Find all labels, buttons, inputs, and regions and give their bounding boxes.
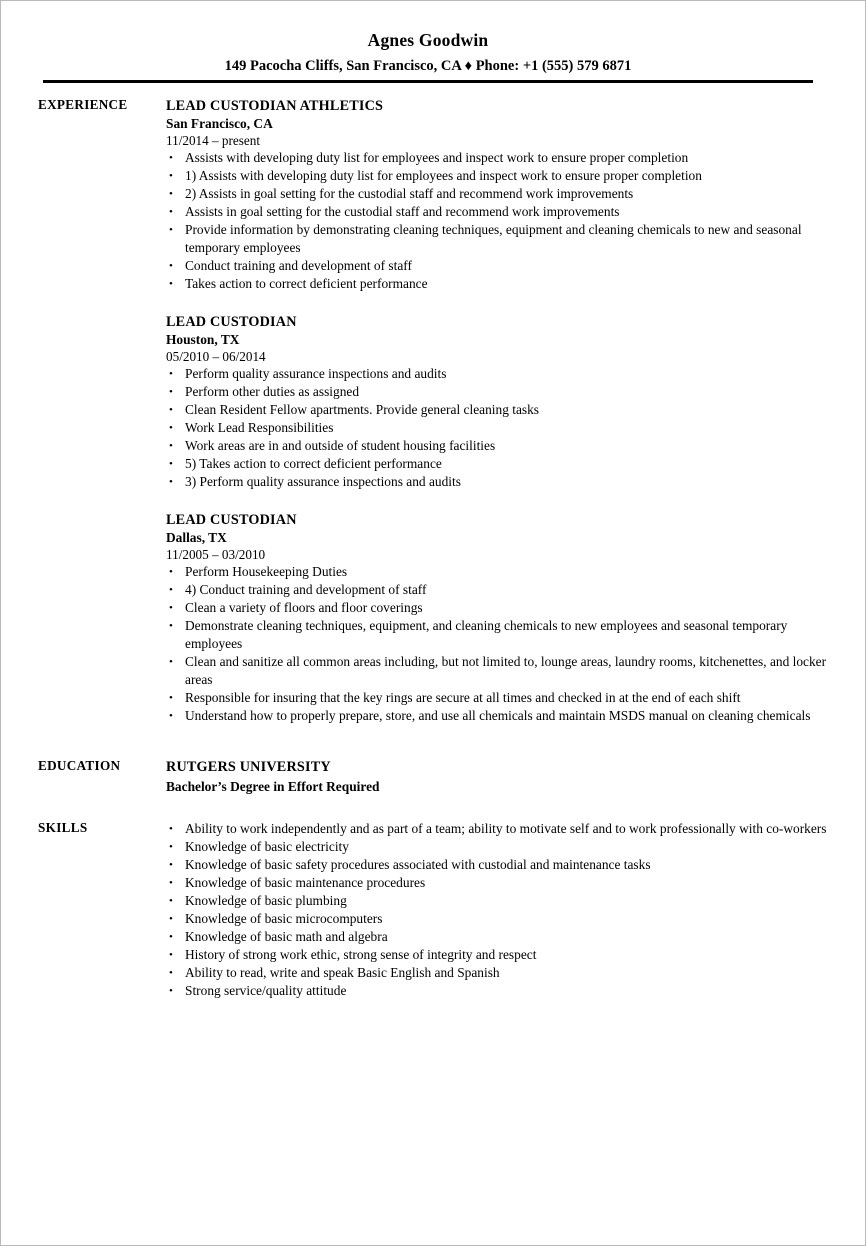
job-dates: 11/2005 – 03/2010 xyxy=(166,547,266,562)
bullet-item: • Ability to read, write and speak Basic English and Spanish xyxy=(166,964,847,982)
bullet-item: • Clean and sanitize all common areas including, but not limited to, lounge areas, laundry rooms, kitchenettes, and locker areas xyxy=(166,653,847,689)
education-body xyxy=(166,758,866,796)
education-degree: Bachelor’s Degree in Effort Required xyxy=(166,779,380,794)
bullet-item: • Work Lead Responsibilities xyxy=(166,419,847,437)
section-label-skills: SKILLS xyxy=(38,820,88,835)
bullet-item: • Knowledge of basic microcomputers xyxy=(166,910,847,928)
job-location: Houston, TX xyxy=(166,332,240,347)
bullet-item: • Ability to work independently and as part of a team; ability to motivate self and to work professionally with co-workers xyxy=(166,820,847,838)
job-title: LEAD CUSTODIAN xyxy=(166,314,297,330)
job-bullet-list xyxy=(166,563,847,725)
resume-inner xyxy=(1,1,866,1246)
contact-line: 149 Pacocha Cliffs, San Francisco, CA ♦ Phone: +1 (555) 579 6871 xyxy=(224,58,632,74)
experience-entry xyxy=(166,313,847,491)
header-divider-rule xyxy=(43,80,813,83)
resume-content xyxy=(1,97,866,1000)
candidate-name: Agnes Goodwin xyxy=(367,30,489,50)
bullet-item: • Takes action to correct deficient performance xyxy=(166,275,847,293)
bullet-item: • Assists in goal setting for the custodial staff and recommend work improvements xyxy=(166,203,847,221)
bullet-item: • Knowledge of basic maintenance procedures xyxy=(166,874,847,892)
bullet-item: • 4) Conduct training and development of staff xyxy=(166,581,847,599)
bullet-item: • Knowledge of basic safety procedures associated with custodial and maintenance tasks xyxy=(166,856,847,874)
bullet-item: • Responsible for insuring that the key rings are secure at all times and checked in at the end of each shift xyxy=(166,689,847,707)
entry-spacer xyxy=(166,491,847,511)
job-bullet-list xyxy=(166,149,847,293)
experience-entry xyxy=(166,97,847,293)
bullet-item: • Demonstrate cleaning techniques, equipment, and cleaning chemicals to new employees and seasonal temporary employees xyxy=(166,617,847,653)
section-education xyxy=(1,758,866,796)
bullet-item: • 3) Perform quality assurance inspections and audits xyxy=(166,473,847,491)
bullet-item: • Knowledge of basic electricity xyxy=(166,838,847,856)
bullet-item: • Knowledge of basic math and algebra xyxy=(166,928,847,946)
bullet-item: • History of strong work ethic, strong sense of integrity and respect xyxy=(166,946,847,964)
bullet-item: • Conduct training and development of staff xyxy=(166,257,847,275)
job-location: Dallas, TX xyxy=(166,530,227,545)
job-dates: 05/2010 – 06/2014 xyxy=(166,349,266,364)
bullet-item: • 2) Assists in goal setting for the custodial staff and recommend work improvements xyxy=(166,185,847,203)
job-location: San Francisco, CA xyxy=(166,116,273,131)
experience-body xyxy=(166,97,866,725)
bullet-item: • Perform Housekeeping Duties xyxy=(166,563,847,581)
bullet-item: • Clean a variety of floors and floor coverings xyxy=(166,599,847,617)
skills-body xyxy=(166,820,866,1000)
bullet-item: • 1) Assists with developing duty list for employees and inspect work to ensure proper completion xyxy=(166,167,847,185)
section-experience xyxy=(1,97,866,725)
bullet-item: • Assists with developing duty list for employees and inspect work to ensure proper completion xyxy=(166,149,847,167)
bullet-item: • Perform other duties as assigned xyxy=(166,383,847,401)
skills-bullet-list xyxy=(166,820,847,1000)
bullet-item: • Perform quality assurance inspections and audits xyxy=(166,365,847,383)
bullet-item: • Clean Resident Fellow apartments. Provide general cleaning tasks xyxy=(166,401,847,419)
section-spacer xyxy=(1,796,866,820)
bullet-item: • Strong service/quality attitude xyxy=(166,982,847,1000)
job-bullet-list xyxy=(166,365,847,491)
experience-entry xyxy=(166,511,847,725)
job-dates: 11/2014 – present xyxy=(166,133,261,148)
bullet-item: • 5) Takes action to correct deficient performance xyxy=(166,455,847,473)
section-label-education: EDUCATION xyxy=(38,758,121,773)
section-label-experience: EXPERIENCE xyxy=(38,97,128,112)
bullet-item: • Work areas are in and outside of student housing facilities xyxy=(166,437,847,455)
education-school: RUTGERS UNIVERSITY xyxy=(166,759,331,775)
bullet-item: • Provide information by demonstrating cleaning techniques, equipment and cleaning chemicals to new and seasonal temporary employees xyxy=(166,221,847,257)
entry-spacer xyxy=(166,293,847,313)
bullet-item: • Understand how to properly prepare, store, and use all chemicals and maintain MSDS manual on cleaning chemicals xyxy=(166,707,847,725)
bullet-item: • Knowledge of basic plumbing xyxy=(166,892,847,910)
job-title: LEAD CUSTODIAN xyxy=(166,512,297,528)
section-skills xyxy=(1,820,866,1000)
job-title: LEAD CUSTODIAN ATHLETICS xyxy=(166,98,384,114)
section-spacer xyxy=(1,725,866,758)
